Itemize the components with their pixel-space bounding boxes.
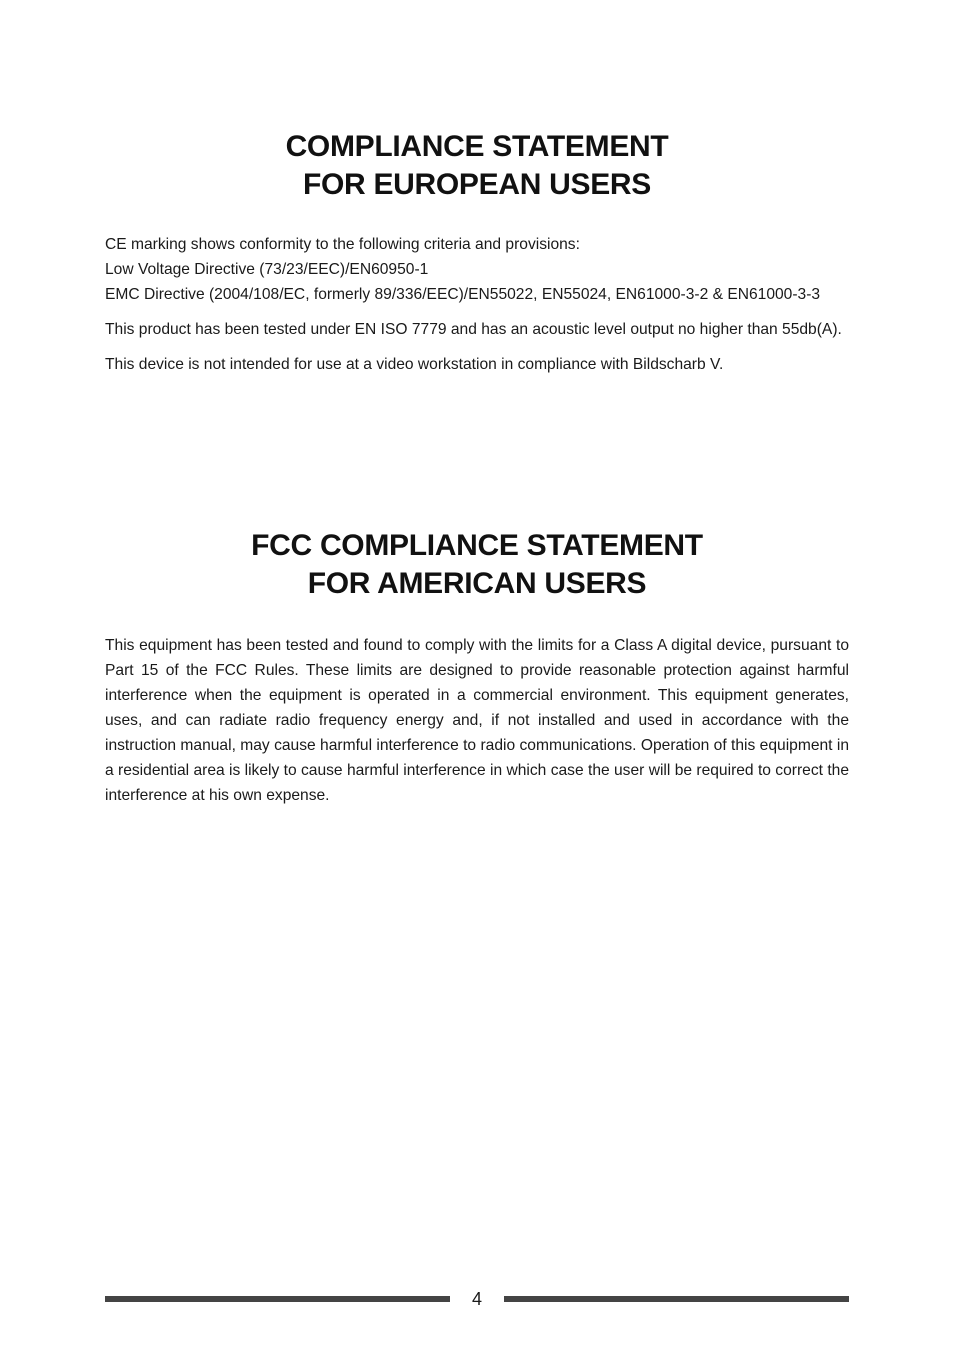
low-voltage-directive-line: Low Voltage Directive (73/23/EEC)/EN60950-1 bbox=[105, 261, 429, 278]
page-number: 4 bbox=[471, 1289, 482, 1309]
american-compliance-body bbox=[105, 633, 849, 808]
heading-line: FOR AMERICAN USERS bbox=[307, 567, 647, 600]
ce-marking-line: CE marking shows conformity to the following criteria and provisions: bbox=[105, 236, 580, 253]
fcc-paragraph: This equipment has been tested and found to comply with the limits for a Class A digital device, pursuant to Part 15 of the FCC Rules. These limits are designed to provide reasonable protection against harmful interference when the equipment is operated in a commercial environment. This equipment generates, uses, and can radiate radio frequency energy and, if not installed and used in accordance with the instruction manual, may cause harmful interference to radio communications. Operation of this equipment in a residential area is likely to cause harmful interference in which case the user will be required to correct the interference at his own expense. bbox=[105, 637, 849, 804]
ce-marking-paragraph bbox=[105, 232, 849, 307]
american-compliance-heading bbox=[105, 527, 849, 603]
footer-rule-left bbox=[105, 1296, 450, 1302]
american-compliance-section bbox=[105, 527, 849, 818]
european-compliance-section bbox=[105, 128, 849, 387]
page-footer bbox=[105, 1286, 849, 1312]
european-compliance-body bbox=[105, 232, 849, 377]
emc-directive-line: EMC Directive (2004/108/EC, formerly 89/336/EEC)/EN55022, EN55024, EN61000-3-2 & EN61000-3-3 bbox=[105, 286, 821, 303]
heading-line: FOR EUROPEAN USERS bbox=[303, 168, 651, 201]
footer-rule-right bbox=[504, 1296, 849, 1302]
heading-line: COMPLIANCE STATEMENT bbox=[285, 130, 669, 163]
european-compliance-heading bbox=[105, 128, 849, 204]
acoustic-level-paragraph: This product has been tested under EN ISO 7779 and has an acoustic level output no higher than 55db(A). bbox=[105, 321, 842, 338]
workstation-paragraph: This device is not intended for use at a video workstation in compliance with Bildscharb V. bbox=[105, 356, 724, 373]
heading-line: FCC COMPLIANCE STATEMENT bbox=[251, 529, 703, 562]
